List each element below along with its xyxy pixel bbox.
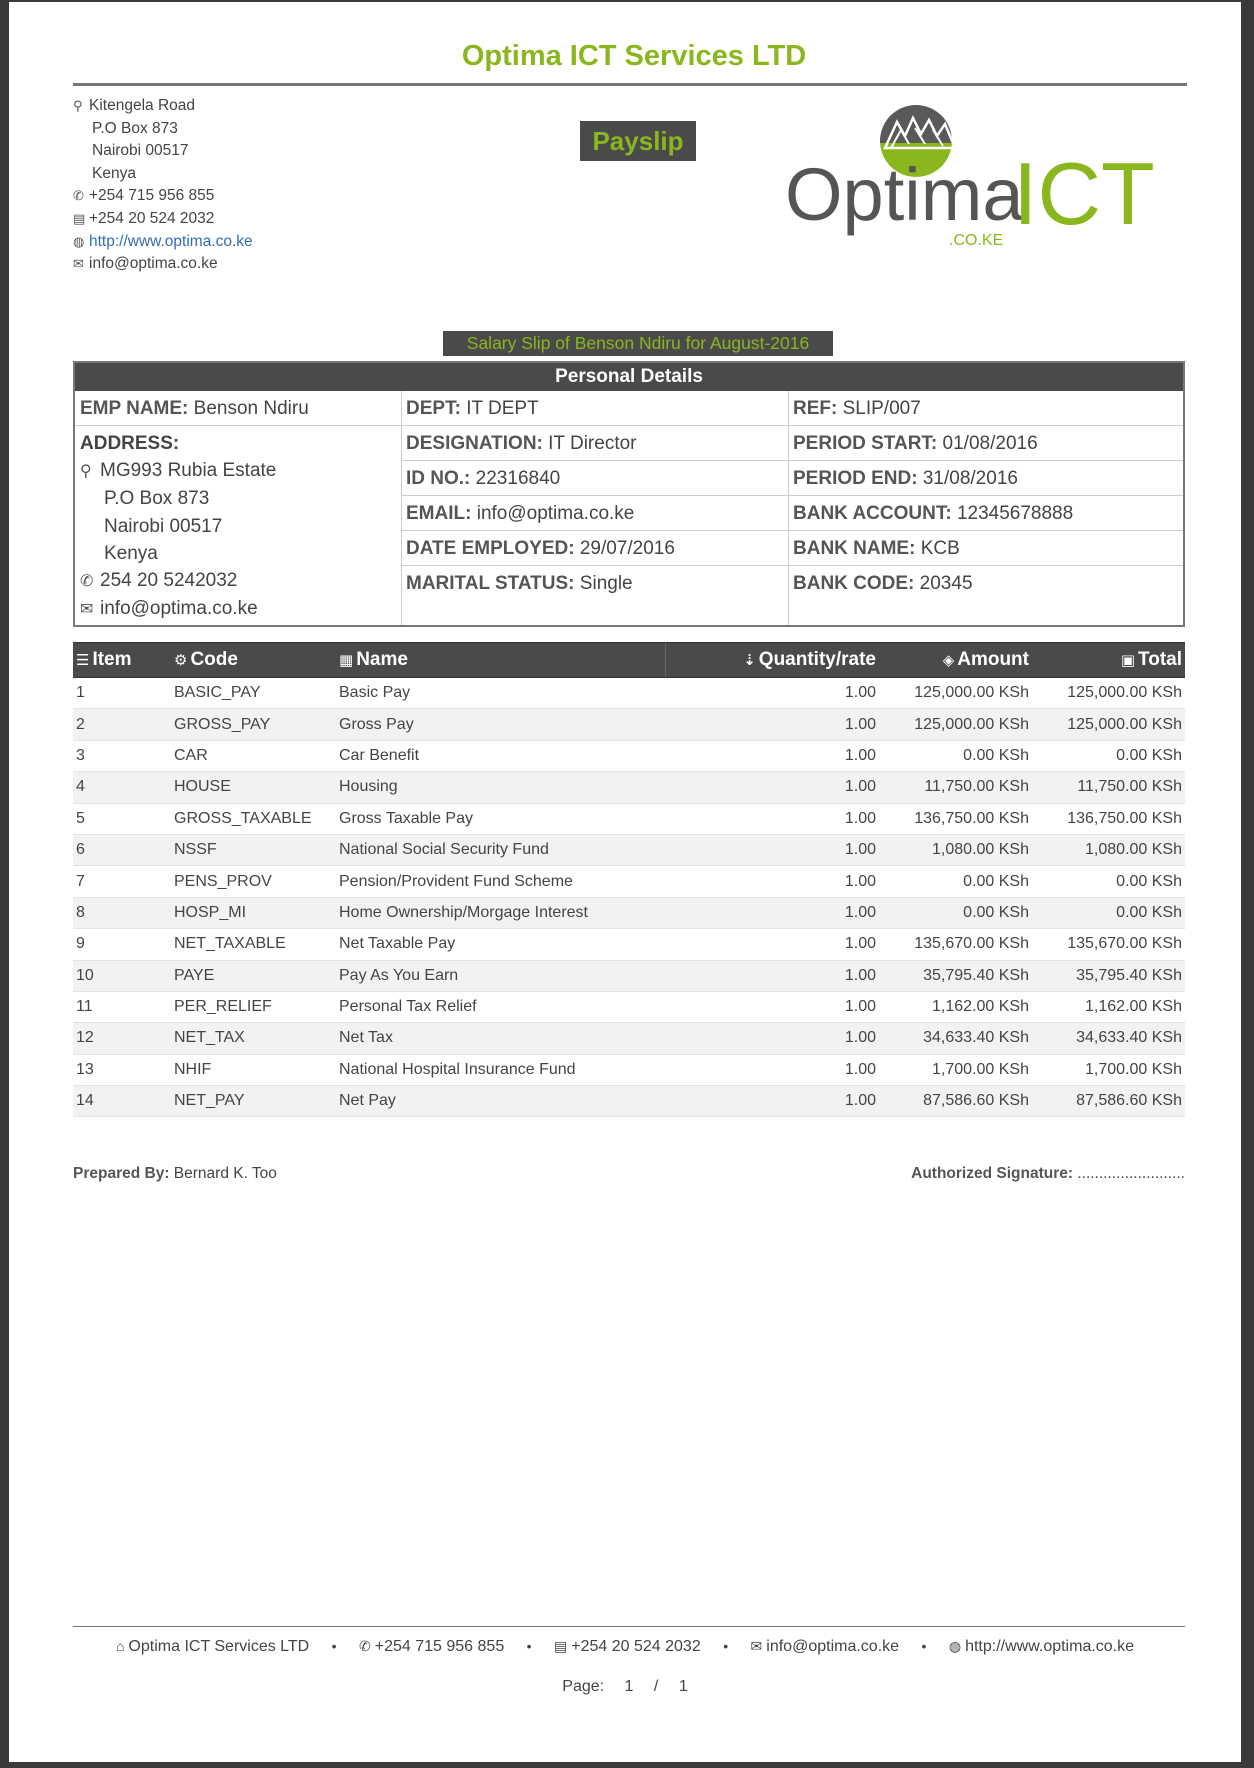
quantity-cell: 1.00 — [665, 803, 879, 834]
phone-icon: ✆ — [73, 188, 84, 204]
company-contact — [73, 95, 253, 276]
code-cell: CAR — [171, 740, 336, 771]
page-indicator — [9, 1678, 1241, 1696]
globe-icon: ◍ — [73, 233, 85, 249]
prepared-by: Prepared By: Bernard K. Too — [73, 1165, 277, 1182]
table-row — [73, 1054, 1185, 1085]
quantity-cell: 1.00 — [665, 740, 879, 771]
quantity-cell: 1.00 — [665, 897, 879, 928]
bank-name-value: KCB — [920, 538, 960, 559]
column-header-name: ▦ Name — [336, 643, 665, 678]
code-cell: HOUSE — [171, 772, 336, 803]
id-value: 22316840 — [475, 468, 561, 489]
column-header-total: ▣ Total — [1032, 643, 1185, 678]
company-address-line: Nairobi 00517 — [92, 142, 189, 160]
document-label: Payslip — [580, 121, 696, 161]
address-label: ADDRESS: — [80, 433, 180, 454]
quantity-cell: 1.00 — [665, 1023, 879, 1054]
page-total: 1 — [678, 1678, 688, 1695]
envelope-icon: ✉ — [750, 1638, 763, 1654]
name-cell: Home Ownership/Morgage Interest — [336, 897, 665, 928]
table-row — [73, 1086, 1185, 1117]
map-pin-icon: ⚲ — [73, 98, 83, 113]
emp-name-value: Benson Ndiru — [193, 398, 309, 419]
amount-cell: 125,000.00 KSh — [879, 678, 1032, 709]
bank-code-value: 20345 — [919, 573, 973, 594]
bank-code-row: BANK CODE: 20345 — [793, 573, 973, 594]
gear-icon: ⚙ — [174, 652, 188, 669]
logo-suffix: .CO.KE — [949, 232, 1004, 249]
footer-contacts — [9, 1638, 1241, 1656]
item-cell: 12 — [73, 1023, 171, 1054]
table-row — [73, 991, 1185, 1022]
name-cell: Net Pay — [336, 1086, 665, 1117]
date-employed-value: 29/07/2016 — [579, 538, 675, 559]
envelope-icon: ✉ — [73, 256, 84, 272]
page-label: Page: — [562, 1678, 605, 1695]
name-cell: Pension/Provident Fund Scheme — [336, 866, 665, 897]
amount-cell: 1,080.00 KSh — [879, 834, 1032, 865]
amount-cell: 125,000.00 KSh — [879, 709, 1032, 740]
code-cell: PER_RELIEF — [171, 991, 336, 1022]
logo-word-optima: Optima — [785, 153, 1024, 236]
map-pin-icon: ⚲ — [80, 463, 92, 481]
name-cell: Net Taxable Pay — [336, 929, 665, 960]
company-address-line: Kenya — [92, 164, 136, 182]
total-cell: 0.00 KSh — [1032, 897, 1185, 928]
fax-icon: ▤ — [73, 210, 86, 226]
quantity-cell: 1.00 — [665, 991, 879, 1022]
marital-status-row: MARITAL STATUS: Single — [406, 573, 633, 594]
quantity-cell: 1.00 — [665, 678, 879, 709]
company-website-link[interactable]: http://www.optima.co.ke — [89, 232, 253, 250]
payslip-items-table — [73, 642, 1185, 1117]
globe-icon: ◍ — [948, 1638, 962, 1654]
amount-cell: 0.00 KSh — [879, 897, 1032, 928]
column-header-quantity: ⇣ Quantity/rate — [665, 643, 879, 678]
page-current: 1 — [624, 1678, 634, 1695]
quantity-cell: 1.00 — [665, 834, 879, 865]
company-logo — [785, 100, 1205, 260]
amount-cell: 35,795.40 KSh — [879, 960, 1032, 991]
bank-account-row: BANK ACCOUNT: 12345678888 — [788, 496, 1183, 531]
total-cell: 125,000.00 KSh — [1032, 709, 1185, 740]
code-cell: GROSS_PAY — [171, 709, 336, 740]
column-header-amount: ◈ Amount — [879, 643, 1032, 678]
company-address-line: Kitengela Road — [89, 97, 195, 114]
footer-phone: +254 715 956 855 — [374, 1638, 505, 1655]
list-icon: ☰ — [76, 652, 90, 669]
item-cell: 7 — [73, 866, 171, 897]
fax-icon: ▤ — [554, 1638, 568, 1654]
name-cell: Basic Pay — [336, 678, 665, 709]
amount-cell: 34,633.40 KSh — [879, 1023, 1032, 1054]
total-cell: 87,586.60 KSh — [1032, 1086, 1185, 1117]
amount-cell: 1,162.00 KSh — [879, 991, 1032, 1022]
table-row — [73, 678, 1185, 709]
item-cell: 1 — [73, 678, 171, 709]
total-cell: 1,162.00 KSh — [1032, 991, 1185, 1022]
table-row — [73, 740, 1185, 771]
name-cell: Housing — [336, 772, 665, 803]
table-row — [73, 960, 1185, 991]
period-start-row: PERIOD START: 01/08/2016 — [788, 426, 1183, 461]
email-row: EMAIL: info@optima.co.ke — [401, 496, 788, 531]
footer-separator: • — [526, 1638, 532, 1654]
grid-icon: ▦ — [339, 652, 354, 669]
item-cell: 4 — [73, 772, 171, 803]
code-cell: NSSF — [171, 834, 336, 865]
item-cell: 13 — [73, 1054, 171, 1085]
payslip-page — [9, 2, 1241, 1762]
amount-cell: 87,586.60 KSh — [879, 1086, 1032, 1117]
code-cell: HOSP_MI — [171, 897, 336, 928]
salary-slip-caption: Salary Slip of Benson Ndiru for August-2016 — [443, 331, 833, 356]
amount-cell: 135,670.00 KSh — [879, 929, 1032, 960]
id-row: ID NO.: 22316840 — [401, 461, 788, 496]
bank-building-icon: ⌂ — [115, 1638, 125, 1654]
marital-status-value: Single — [579, 573, 633, 594]
table-row — [73, 834, 1185, 865]
date-employed-row: DATE EMPLOYED: 29/07/2016 — [401, 531, 788, 566]
item-cell: 5 — [73, 803, 171, 834]
table-body — [73, 678, 1185, 1117]
period-end-row: PERIOD END: 31/08/2016 — [788, 461, 1183, 496]
table-row — [73, 772, 1185, 803]
company-fax: +254 20 524 2032 — [89, 209, 215, 227]
total-cell: 11,750.00 KSh — [1032, 772, 1185, 803]
name-cell: Gross Taxable Pay — [336, 803, 665, 834]
personal-col-1 — [75, 391, 402, 625]
ref-value: SLIP/007 — [842, 398, 921, 419]
dept-value: IT DEPT — [466, 398, 539, 419]
footer-separator: • — [331, 1638, 337, 1654]
name-cell: Personal Tax Relief — [336, 991, 665, 1022]
tag-icon: ◈ — [942, 652, 955, 669]
name-cell: Net Tax — [336, 1023, 665, 1054]
phone-icon: ✆ — [80, 573, 94, 591]
item-cell: 3 — [73, 740, 171, 771]
designation-row: DESIGNATION: IT Director — [401, 426, 788, 461]
table-row — [73, 897, 1185, 928]
amount-cell: 136,750.00 KSh — [879, 803, 1032, 834]
table-row — [73, 709, 1185, 740]
total-cell: 1,080.00 KSh — [1032, 834, 1185, 865]
code-cell: NET_PAY — [171, 1086, 336, 1117]
dept-row: DEPT: IT DEPT — [401, 391, 788, 426]
employee-address-line: MG993 Rubia Estate — [100, 460, 277, 482]
quantity-cell: 1.00 — [665, 929, 879, 960]
period-end-value: 31/08/2016 — [922, 468, 1018, 489]
footer-company: Optima ICT Services LTD — [128, 1638, 310, 1655]
employee-address-line: Kenya — [104, 542, 158, 564]
total-cell: 125,000.00 KSh — [1032, 678, 1185, 709]
amount-cell: 0.00 KSh — [879, 866, 1032, 897]
total-cell: 34,633.40 KSh — [1032, 1023, 1185, 1054]
table-row — [73, 1023, 1185, 1054]
item-cell: 11 — [73, 991, 171, 1022]
company-address-line: P.O Box 873 — [92, 119, 178, 137]
name-cell: Car Benefit — [336, 740, 665, 771]
quantity-cell: 1.00 — [665, 1086, 879, 1117]
ref-row: REF: SLIP/007 — [788, 391, 1183, 426]
quantity-cell: 1.00 — [665, 960, 879, 991]
total-cell: 0.00 KSh — [1032, 740, 1185, 771]
total-cell: 135,670.00 KSh — [1032, 929, 1185, 960]
table-row — [73, 803, 1185, 834]
code-cell: PAYE — [171, 960, 336, 991]
name-cell: Gross Pay — [336, 709, 665, 740]
phone-icon: ✆ — [359, 1638, 371, 1654]
name-cell: National Social Security Fund — [336, 834, 665, 865]
period-start-value: 01/08/2016 — [942, 433, 1038, 454]
table-row — [73, 866, 1185, 897]
emp-name-row: EMP NAME: Benson Ndiru — [75, 391, 401, 426]
footer-separator: • — [723, 1638, 729, 1654]
footer-email: info@optima.co.ke — [766, 1638, 900, 1655]
bank-account-value: 12345678888 — [956, 503, 1074, 524]
code-cell: GROSS_TAXABLE — [171, 803, 336, 834]
company-email: info@optima.co.ke — [89, 255, 218, 273]
money-icon: ▣ — [1120, 652, 1136, 669]
amount-cell: 0.00 KSh — [879, 740, 1032, 771]
code-cell: PENS_PROV — [171, 866, 336, 897]
table-header-row — [73, 643, 1185, 678]
amount-cell: 11,750.00 KSh — [879, 772, 1032, 803]
column-header-code: ⚙ Code — [171, 643, 336, 678]
employee-address-line: Nairobi 00517 — [104, 515, 223, 537]
code-cell: BASIC_PAY — [171, 678, 336, 709]
quantity-cell: 1.00 — [665, 1054, 879, 1085]
bank-name-row: BANK NAME: KCB — [788, 531, 1183, 566]
total-cell: 0.00 KSh — [1032, 866, 1185, 897]
personal-col-3 — [788, 391, 1183, 625]
code-cell: NET_TAX — [171, 1023, 336, 1054]
page-separator: / — [653, 1678, 659, 1695]
logo-word-ict: ICT — [1013, 144, 1155, 243]
designation-value: IT Director — [548, 433, 637, 454]
item-cell: 8 — [73, 897, 171, 928]
email-value: info@optima.co.ke — [476, 503, 635, 524]
personal-col-2 — [401, 391, 789, 625]
quantity-cell: 1.00 — [665, 866, 879, 897]
company-phone: +254 715 956 855 — [89, 187, 215, 205]
column-header-item: ☰ Item — [73, 643, 171, 678]
employee-address-line: P.O Box 873 — [104, 488, 210, 510]
footer-fax: +254 20 524 2032 — [571, 1638, 701, 1655]
quantity-cell: 1.00 — [665, 772, 879, 803]
amount-cell: 1,700.00 KSh — [879, 1054, 1032, 1085]
footer-divider — [73, 1626, 1185, 1627]
prepared-by-value: Bernard K. Too — [173, 1165, 277, 1182]
employee-address-email: info@optima.co.ke — [100, 598, 258, 620]
envelope-icon: ✉ — [80, 601, 94, 619]
personal-details-heading: Personal Details — [75, 363, 1183, 391]
employee-phone: 254 20 5242032 — [100, 570, 238, 592]
item-cell: 6 — [73, 834, 171, 865]
authorized-signature: Authorized Signature: ......................... — [911, 1165, 1185, 1182]
sort-icon: ⇣ — [743, 652, 756, 669]
item-cell: 2 — [73, 709, 171, 740]
total-cell: 35,795.40 KSh — [1032, 960, 1185, 991]
title-divider — [73, 83, 1187, 86]
total-cell: 1,700.00 KSh — [1032, 1054, 1185, 1085]
footer-separator: • — [921, 1638, 927, 1654]
item-cell: 9 — [73, 929, 171, 960]
company-title: Optima ICT Services LTD — [461, 40, 807, 72]
personal-details — [73, 361, 1185, 627]
total-cell: 136,750.00 KSh — [1032, 803, 1185, 834]
employee-address — [75, 426, 401, 623]
name-cell: National Hospital Insurance Fund — [336, 1054, 665, 1085]
code-cell: NET_TAXABLE — [171, 929, 336, 960]
table-row — [73, 929, 1185, 960]
item-cell: 10 — [73, 960, 171, 991]
footer-website[interactable]: http://www.optima.co.ke — [965, 1638, 1135, 1655]
quantity-cell: 1.00 — [665, 709, 879, 740]
name-cell: Pay As You Earn — [336, 960, 665, 991]
code-cell: NHIF — [171, 1054, 336, 1085]
item-cell: 14 — [73, 1086, 171, 1117]
authorized-signature-line: ......................... — [1077, 1165, 1185, 1182]
